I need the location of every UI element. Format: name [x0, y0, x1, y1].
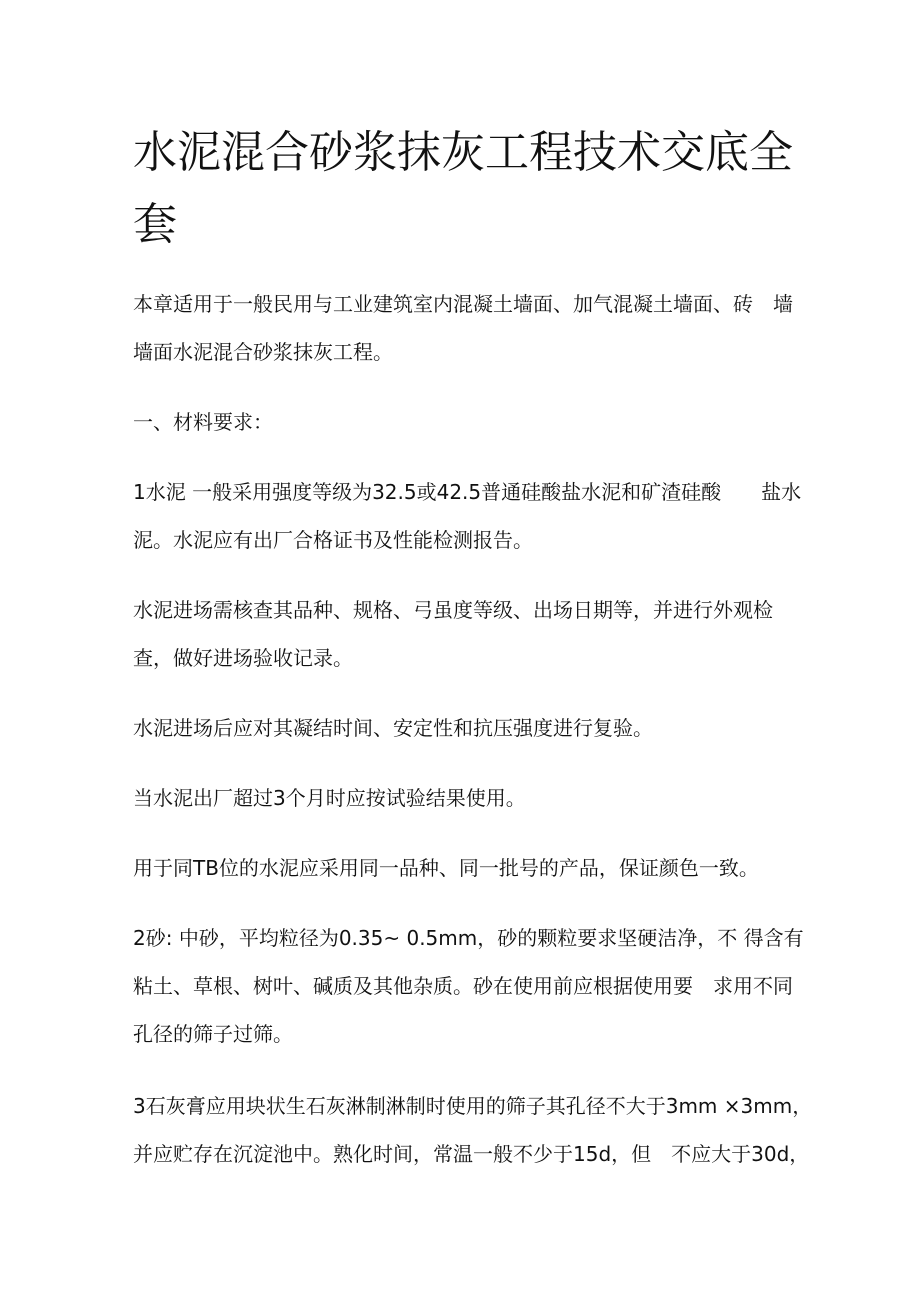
title-line: 水泥混合砂浆抹灰工程技术交底全	[133, 127, 793, 178]
text-line: 本章适用于一般民用与工业建筑室内混凝土墙面、加气混凝土墙面、砖 墙	[133, 292, 793, 316]
section-heading-materials	[133, 398, 793, 446]
text-line: 1水泥 一般采用强度等级为32.5或42.5普通硅酸盐水泥和矿渣硅酸 盐水	[133, 480, 802, 504]
text-line: 2砂: 中砂，平均粒径为0.35~ 0.5mm，砂的颗粒要求坚硬洁净，不 得含有	[133, 926, 804, 950]
cement-retest-paragraph	[133, 704, 793, 752]
text-line: 孔径的筛子过筛。	[133, 1022, 293, 1046]
text-line: 一、材料要求：	[133, 410, 273, 434]
document-title	[133, 117, 793, 261]
cement-paragraph	[133, 468, 802, 564]
cement-consistency-paragraph	[133, 844, 793, 892]
text-line: 水泥进场后应对其凝结时间、安定性和抗压强度进行复验。	[133, 716, 653, 740]
text-line: 泥。水泥应有出厂合格证书及性能检测报告。	[133, 528, 533, 552]
cement-inspection-paragraph	[133, 586, 793, 682]
text-line: 3石灰膏应用块状生石灰淋制淋制时使用的筛子其孔径不大于3mm ×3mm，	[133, 1094, 813, 1118]
text-line: 查，做好进场验收记录。	[133, 646, 353, 670]
scope-paragraph	[133, 280, 793, 376]
cement-expiry-paragraph	[133, 774, 793, 822]
sand-paragraph	[133, 914, 804, 1058]
text-line: 粘土、草根、树叶、碱质及其他杂质。砂在使用前应根据使用要 求用不同	[133, 974, 793, 998]
text-line: 墙面水泥混合砂浆抹灰工程。	[133, 340, 393, 364]
text-line: 并应贮存在沉淀池中。熟化时间，常温一般不少于15d，但 不应大于30d，	[133, 1142, 810, 1166]
title-line: 套	[133, 199, 177, 250]
text-line: 水泥进场需核查其品种、规格、弓虽度等级、出场日期等，并进行外观检	[133, 598, 773, 622]
lime-paste-paragraph	[133, 1082, 813, 1178]
text-line: 用于同TB位的水泥应采用同一品种、同一批号的产品，保证颜色一致。	[133, 856, 759, 880]
text-line: 当水泥出厂超过3个月时应按试验结果使用。	[133, 786, 526, 810]
